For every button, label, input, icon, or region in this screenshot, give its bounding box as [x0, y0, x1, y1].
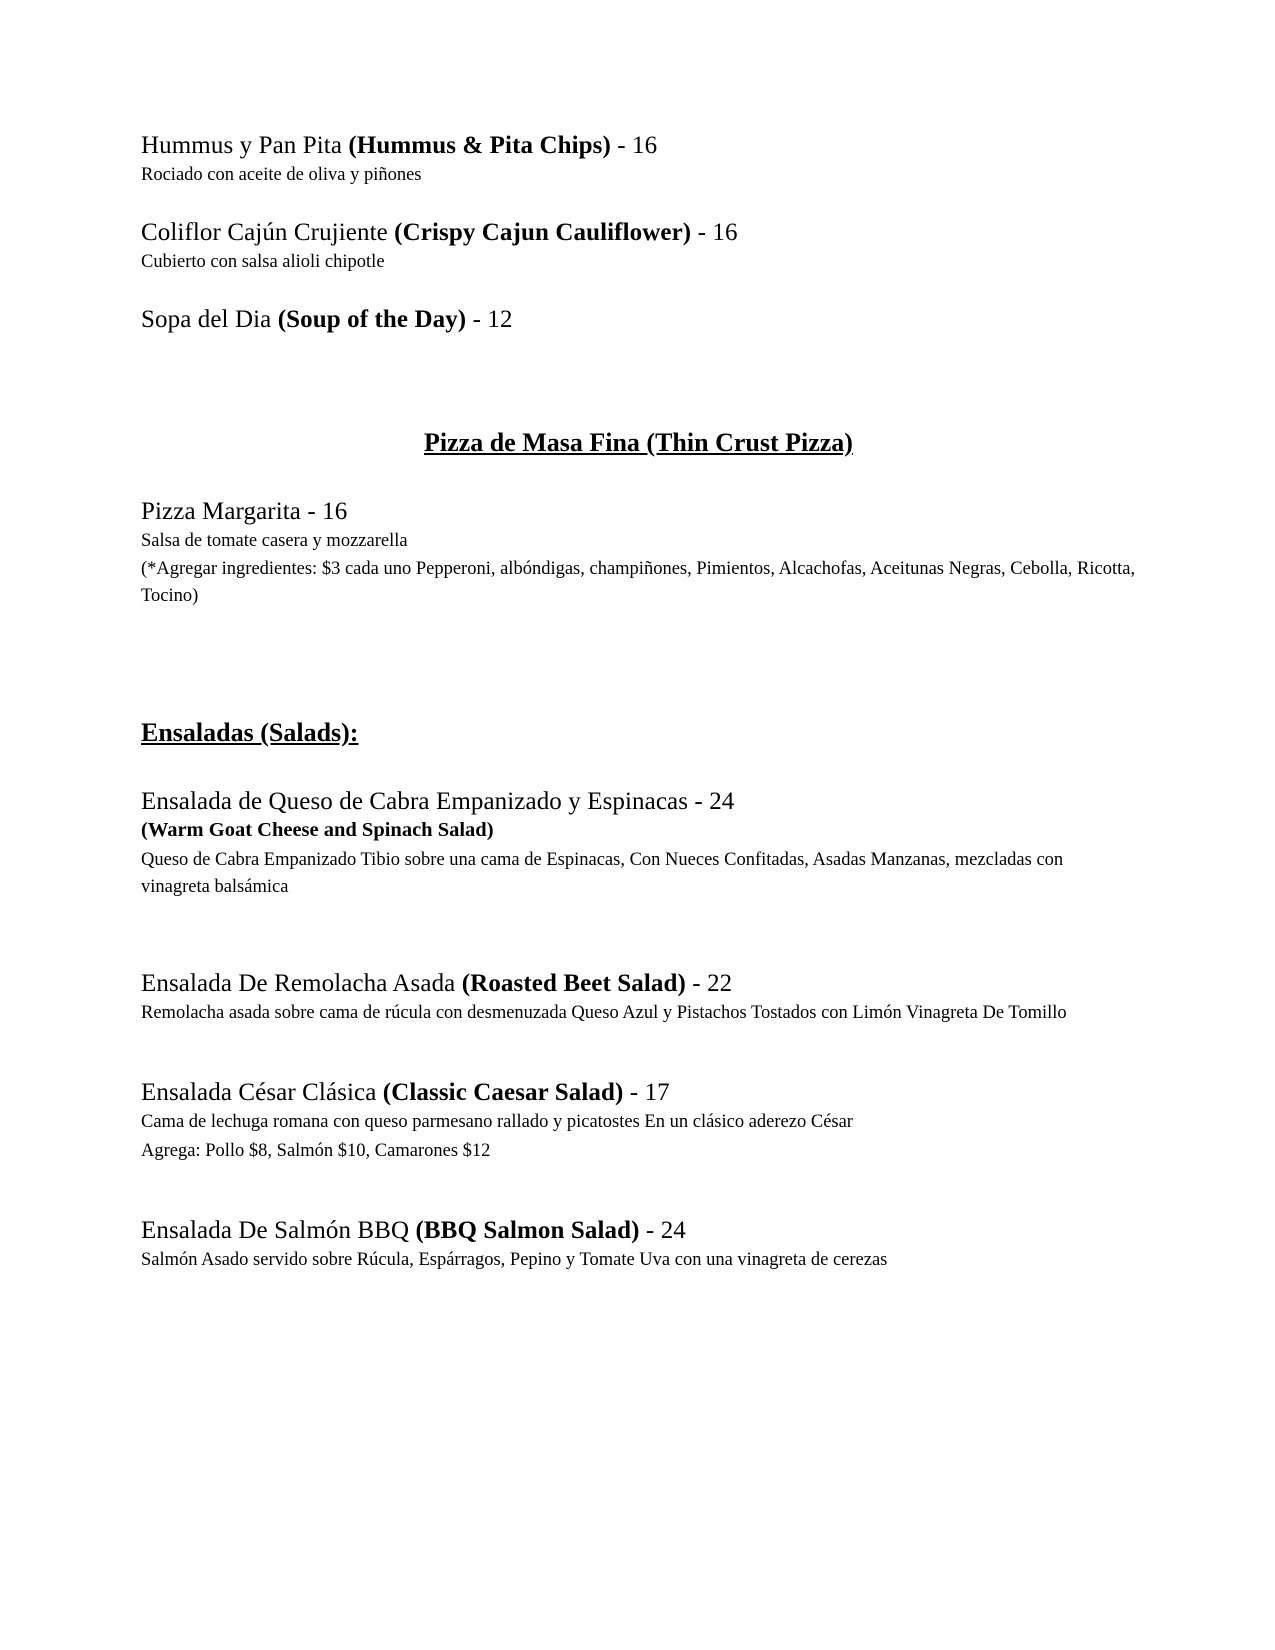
menu-item-name-en: (BBQ Salmon Salad): [415, 1216, 640, 1244]
menu-item-name-es: Ensalada De Remolacha Asada: [141, 970, 462, 998]
item-spacer: [141, 1195, 1136, 1217]
menu-item-title: [141, 1079, 1136, 1107]
menu-item-soup: [141, 306, 1136, 334]
menu-item-caesar-salad: [141, 1079, 1136, 1165]
menu-item-description: Salmón Asado servido sobre Rúcula, Espárragos, Pepino y Tomate Uva con una vinagreta de cerezas: [141, 1249, 888, 1270]
menu-item-name-en: (Warm Goat Cheese and Spinach Salad): [141, 819, 494, 842]
menu-item-description: Rociado con aceite de oliva y piñones: [141, 165, 422, 185]
menu-item-price: - 12: [466, 305, 513, 333]
menu-item-title: Ensalada de Queso de Cabra Empanizado y Espinacas - 24: [141, 788, 735, 816]
menu-item-name-en: (Classic Caesar Salad): [382, 1079, 624, 1107]
section-spacer: [141, 640, 1136, 718]
menu-item-description: Cubierto con salsa alioli chipotle: [141, 251, 385, 272]
menu-item-addons: Agrega: Pollo $8, Salmón $10, Camarones $12: [141, 1140, 491, 1161]
menu-item-name-es: Sopa del Dia: [141, 305, 278, 333]
menu-item-description: Queso de Cabra Empanizado Tibio sobre una cama de Espinacas, Con Nueces Confitadas, Asadas Manzanas, mezcladas con vinagreta balsámica: [141, 849, 1064, 897]
menu-item-description: Cama de lechuga romana con queso parmesano rallado y picatostes En un clásico aderezo César: [141, 1112, 853, 1133]
section-spacer: [141, 364, 1136, 428]
menu-item-name-en: (Roasted Beet Salad): [461, 970, 686, 998]
menu-item-beet-salad: [141, 970, 1136, 1027]
menu-item-price: - 16: [610, 132, 658, 159]
menu-item-title: [141, 1217, 1136, 1245]
menu-item-name-es: Coliflor Cajún Crujiente: [141, 218, 395, 246]
menu-item-price: - 22: [685, 970, 733, 998]
menu-item-name-en: (Hummus & Pita Chips): [348, 132, 611, 159]
heading-spacer: [141, 748, 1136, 788]
menu-item-title: [141, 970, 1136, 998]
menu-item-price: - 24: [639, 1216, 686, 1244]
menu-item-addons: (*Agregar ingredientes: $3 cada uno Pepperoni, albóndigas, champiñones, Pimientos, Alcachofas, Aceitunas Negras, Cebolla, Ricotta, Tocino): [141, 559, 1136, 607]
item-spacer: [141, 1057, 1136, 1079]
section-heading-salads: Ensaladas (Salads):: [141, 718, 359, 748]
menu-content: [141, 132, 1136, 1304]
item-spacer: [141, 930, 1136, 970]
menu-item-pizza-margarita: [141, 498, 1136, 610]
menu-item-hummus: [141, 132, 1136, 189]
menu-item-price: - 17: [623, 1079, 670, 1107]
menu-item-title: [141, 132, 1136, 160]
menu-item-title: [141, 219, 1136, 247]
menu-item-cauliflower: [141, 219, 1136, 276]
menu-item-price: - 16: [691, 218, 738, 246]
menu-item-bbq-salmon-salad: [141, 1217, 1136, 1274]
heading-spacer: [141, 458, 1136, 498]
menu-item-title: Pizza Margarita - 16: [141, 497, 348, 525]
menu-item-name-en: (Soup of the Day): [277, 305, 467, 333]
menu-item-title: [141, 306, 1136, 334]
menu-item-goat-cheese-salad: [141, 788, 1136, 900]
menu-item-description: Remolacha asada sobre cama de rúcula con desmenuzada Queso Azul y Pistachos Tostados con Limón Vinagreta De Tomillo: [141, 1003, 1067, 1024]
menu-item-description: Salsa de tomate casera y mozzarella: [141, 530, 408, 551]
section-heading-pizza: Pizza de Masa Fina (Thin Crust Pizza): [424, 427, 853, 457]
menu-item-name-es: Ensalada De Salmón BBQ: [141, 1216, 416, 1244]
menu-item-name-en: (Crispy Cajun Cauliflower): [394, 218, 692, 246]
menu-item-name-es: Hummus y Pan Pita: [141, 132, 349, 159]
menu-item-name-es: Ensalada César Clásica: [141, 1079, 383, 1107]
